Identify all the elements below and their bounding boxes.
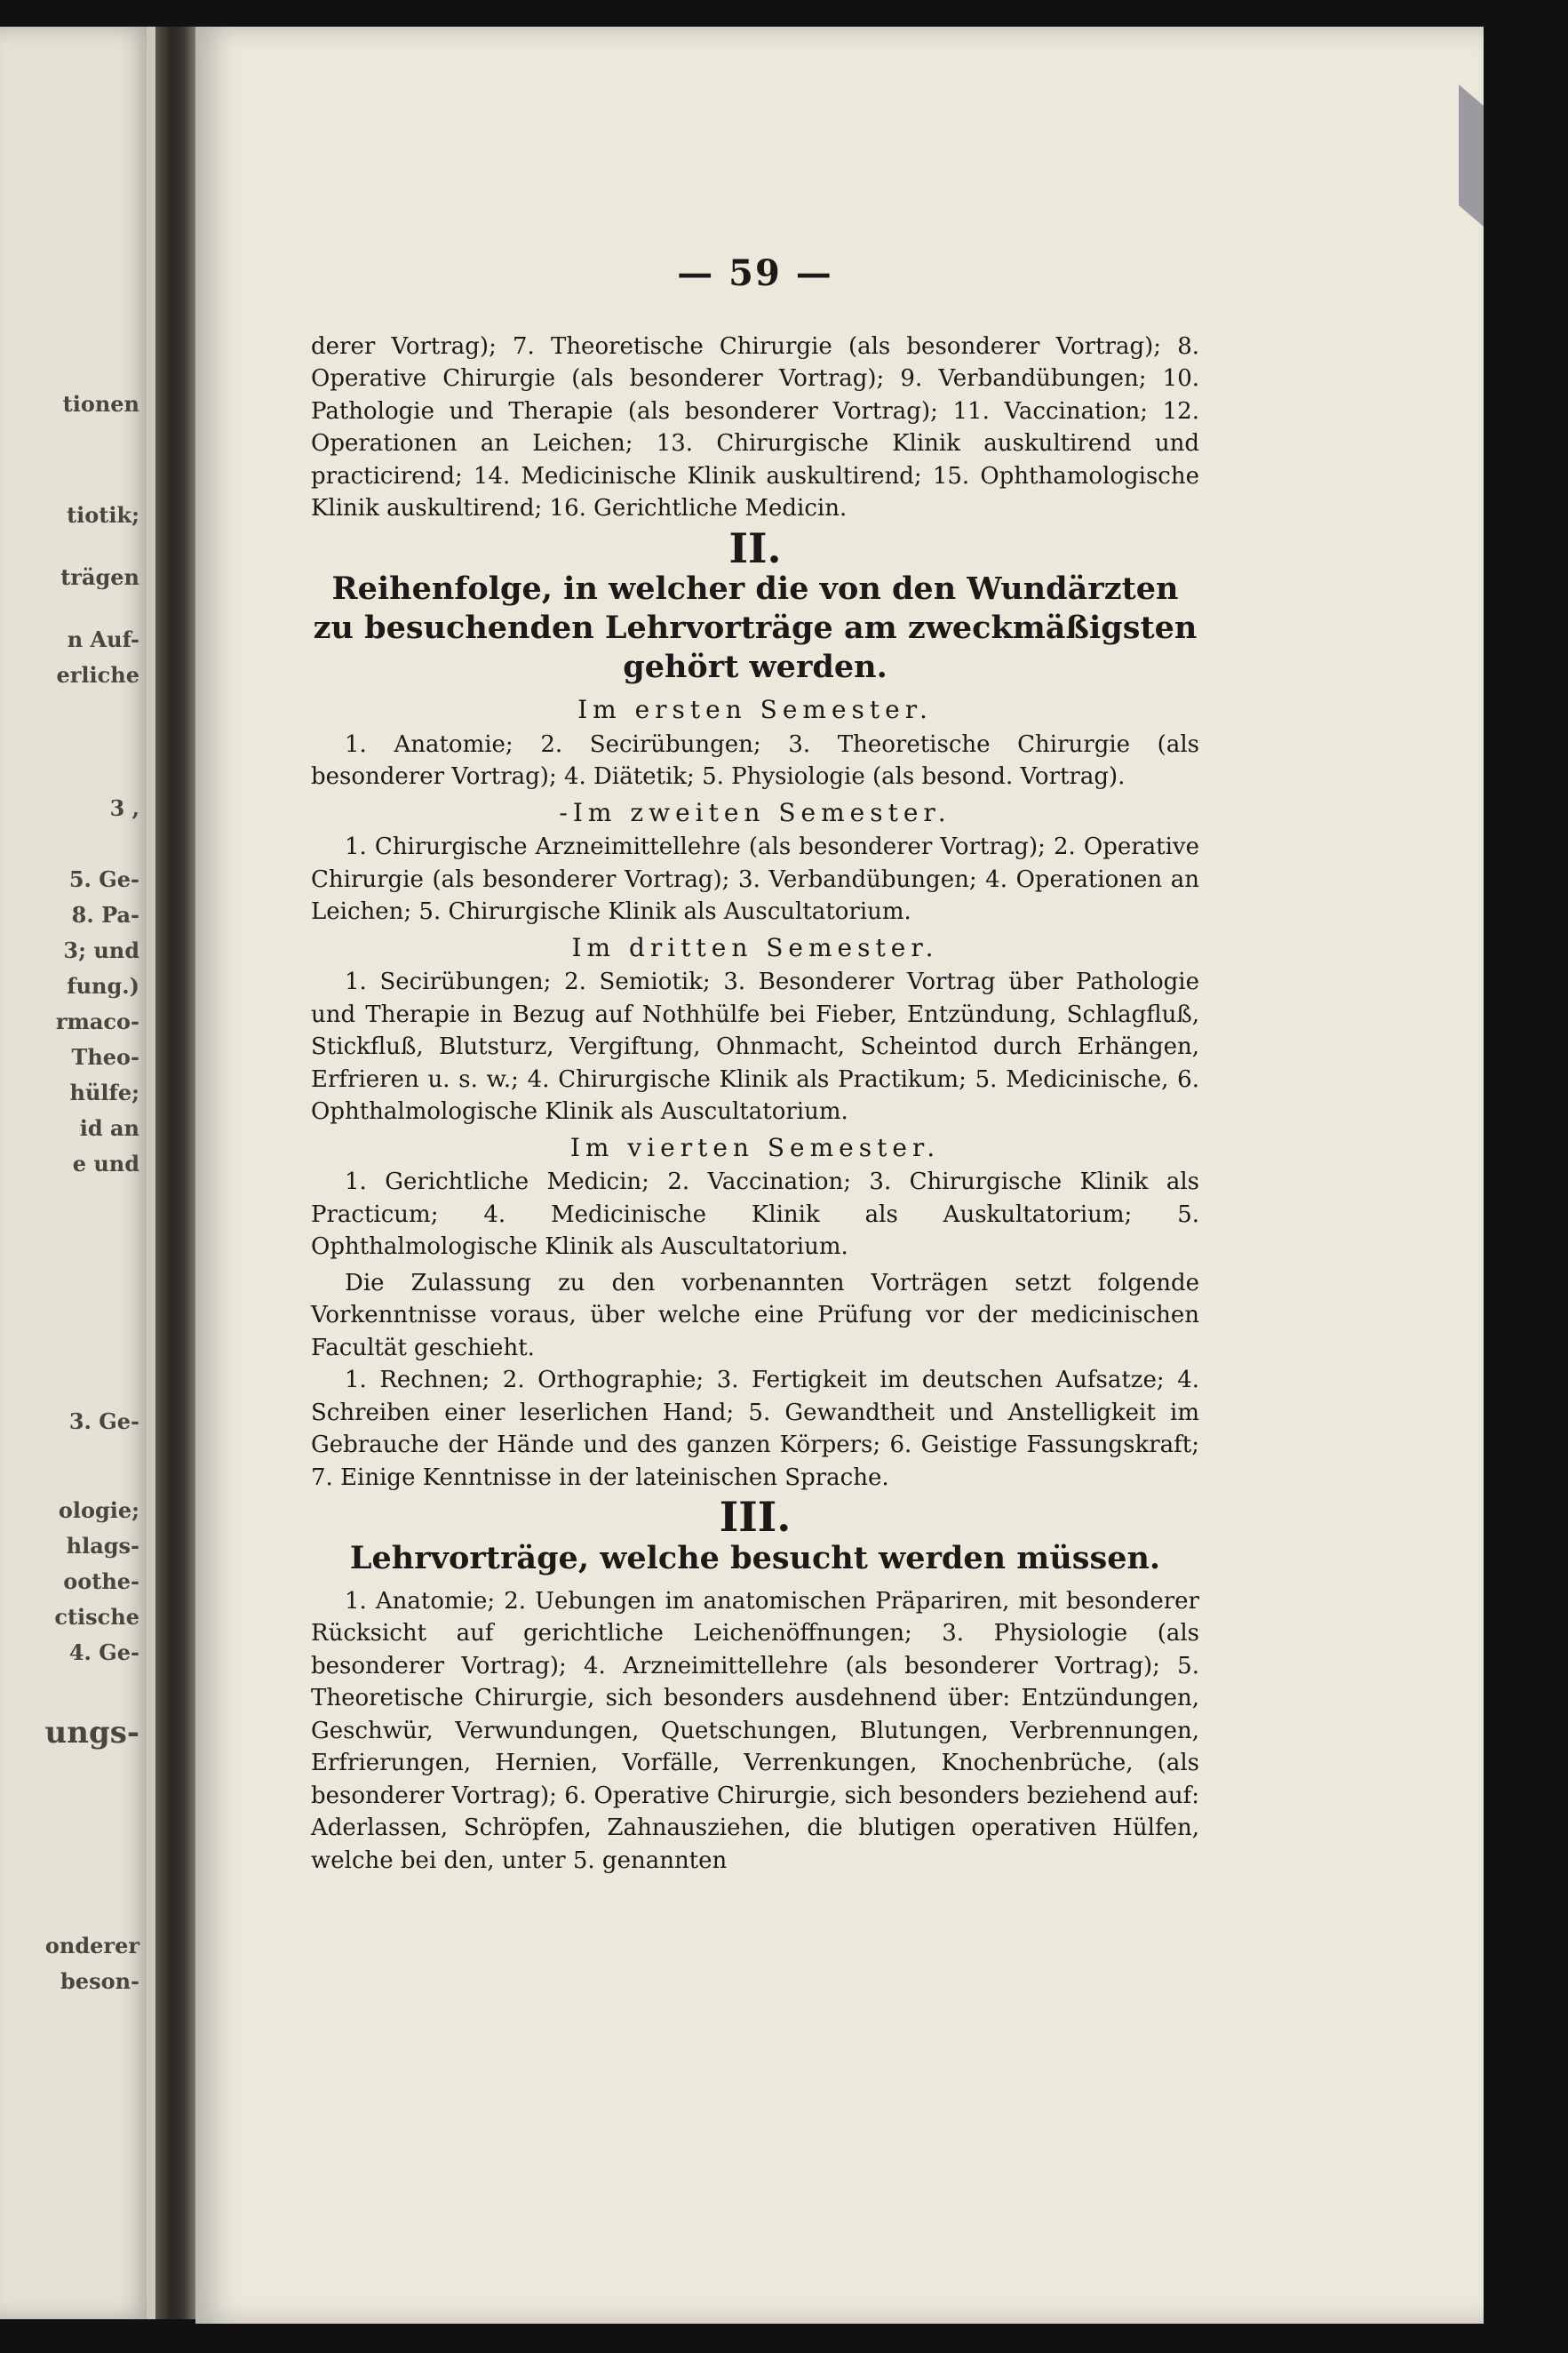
margin-fragment: 4. Ge-	[68, 1639, 139, 1665]
margin-fragment: 3. Ge-	[68, 1408, 139, 1434]
left-page-edge	[147, 27, 155, 2319]
margin-fragment: hülfe;	[69, 1080, 139, 1105]
admission-paragraph: Die Zulassung zu den vorbenannten Vorträgen setzt folgende Vorkenntnisse voraus, über welche eine Prüfung vor der medicinischen Facultät geschieht.	[311, 1269, 1199, 1361]
margin-fragment: tiotik;	[67, 502, 139, 528]
margin-fragment: n Auf-	[67, 626, 139, 652]
margin-fragment: ctische	[54, 1604, 139, 1630]
semester-heading: Im vierten Semester.	[569, 1132, 941, 1162]
section-title: Lehrvorträge, welche besucht werden müssen.	[349, 1539, 1161, 1576]
semester-courses: 1. Anatomie; 2. Secirübungen; 3. Theoretische Chirurgie (als besonderer Vortrag); 4. Diätetik; 5. Physiologie (als besond. Vortrag).	[311, 730, 1199, 790]
margin-fragment: tionen	[62, 391, 139, 417]
margin-fragment: Theo-	[71, 1044, 139, 1070]
margin-fragment: 5. Ge-	[68, 866, 139, 892]
page-number: — 59 —	[677, 252, 833, 294]
margin-fragment: ungs-	[44, 1715, 139, 1751]
margin-fragment: 3 ,	[109, 795, 139, 821]
document-page	[195, 27, 1484, 2324]
book-gutter	[155, 27, 195, 2319]
semester-courses: 1. Gerichtliche Medicin; 2. Vaccination; 3. Chirurgische Klinik als Practicum; 4. Medicinische Klinik als Auskultatorium; 5. Ophthalmologische Klinik als Auscultatorium.	[311, 1169, 1199, 1260]
required-courses-paragraph: 1. Anatomie; 2. Uebungen im anatomischen Präpariren, mit besonderer Rücksicht auf gerichtliche Leichenöffnungen; 3. Physiologie (als besonderer Vortrag); 4. Arzneimittellehre (als besonderer Vortrag); 5. Theoretische Chirurgie, sich besonders ausdehnend über: Entzündungen, Geschwür, Verwundungen, Quetschungen, Blutungen, Verbrennungen, Erfrierungen, Hernien, Vorfälle, Verrenkungen, Knochenbrüche, (als besonderer Vortrag); 6. Operative Chirurgie, sich besonders beziehend auf: Aderlassen, Schröpfen, Zahnausziehen, die blutigen operativen Hülfen, welche bei den, unter 5. genannten	[311, 1587, 1199, 1874]
margin-fragment: beson-	[60, 1968, 139, 1994]
margin-fragment: hlags-	[66, 1533, 139, 1559]
semester-heading: Im ersten Semester.	[577, 695, 933, 724]
margin-fragment: 3; und	[63, 937, 139, 963]
section-title: Reihenfolge, in welcher die von den Wundärzten zu besuchenden Lehrvorträge am zweckmäßigsten gehört werden.	[313, 570, 1198, 685]
section-numeral: III.	[719, 1493, 792, 1541]
intro-paragraph: derer Vortrag); 7. Theoretische Chirurgie (als besonderer Vortrag); 8. Operative Chirurgie (als besonderer Vortrag); 9. Verbandübungen; 10. Pathologie und Therapie (als besonderer Vortrag); 11. Vaccination; 12. Operationen an Leichen; 13. Chirurgische Klinik auskultirend und practicirend; 14. Medicinische Klinik auskultirend; 15. Ophthamologische Klinik auskultirend; 16. Gerichtliche Medicin.	[311, 332, 1199, 522]
margin-fragment: ologie;	[58, 1497, 139, 1523]
margin-fragment: erliche	[56, 662, 139, 688]
margin-fragment: fung.)	[67, 973, 139, 999]
margin-fragment: rmaco-	[55, 1009, 139, 1034]
margin-fragment: 8. Pa-	[71, 902, 139, 928]
page-text-block	[311, 252, 1199, 1877]
margin-fragment: e und	[72, 1151, 139, 1176]
margin-fragment: trägen	[60, 564, 139, 590]
margin-fragment: oothe-	[63, 1568, 139, 1594]
semester-courses: 1. Chirurgische Arzneimittellehre (als besonderer Vortrag); 2. Operative Chirurgie (als besonderer Vortrag); 3. Verbandübungen; 4. Operationen an Leichen; 5. Chirurgische Klinik als Auscultatorium.	[311, 834, 1199, 925]
requirements-paragraph: 1. Rechnen; 2. Orthographie; 3. Fertigkeit im deutschen Aufsatze; 4. Schreiben einer leserlichen Hand; 5. Gewandtheit und Anstelligkeit im Gebrauche der Hände und des ganzen Körpers; 6. Geistige Fassungskraft; 7. Einige Kenntnisse in der lateinischen Sprache.	[311, 1367, 1199, 1491]
semester-heading: -Im zweiten Semester.	[559, 797, 951, 827]
facing-page-left	[0, 27, 155, 2319]
section-numeral: II.	[728, 523, 782, 572]
margin-fragment: id an	[79, 1115, 139, 1141]
semester-courses: 1. Secirübungen; 2. Semiotik; 3. Besonderer Vortrag über Pathologie und Therapie in Bezug auf Nothhülfe bei Fieber, Entzündung, Schlagfluß, Stickfluß, Blutsturz, Vergiftung, Ohnmacht, Scheintod durch Erhängen, Erfrieren u. s. w.; 4. Chirurgische Klinik als Practikum; 5. Medicinische, 6. Ophthalmologische Klinik als Auscultatorium.	[311, 969, 1199, 1125]
semester-heading: Im dritten Semester.	[571, 932, 939, 962]
margin-fragment: onderer	[44, 1933, 139, 1958]
page-edge-tab	[1459, 84, 1484, 227]
